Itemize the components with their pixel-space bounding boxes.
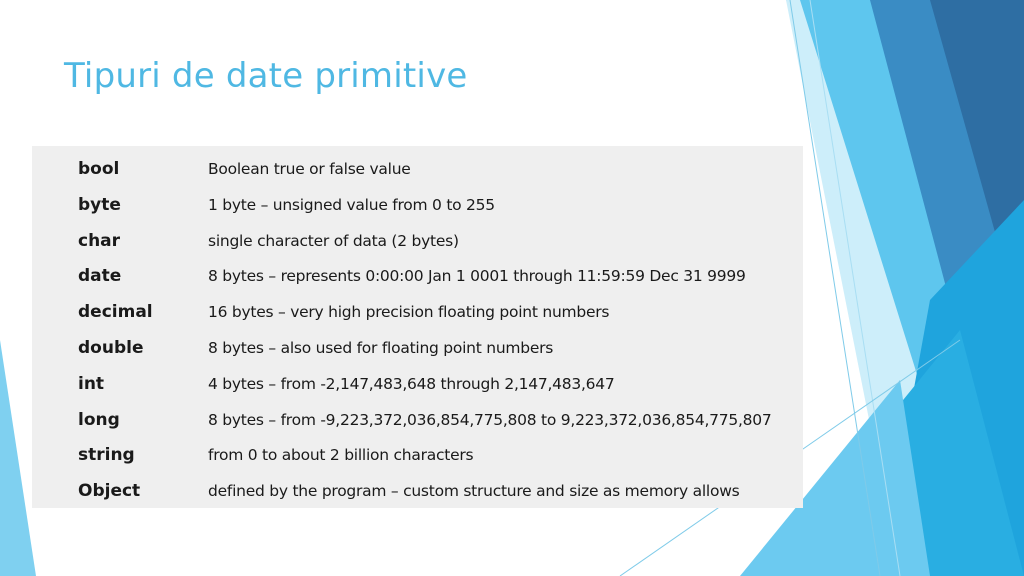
type-name: date <box>78 266 122 287</box>
type-description: 8 bytes – from -9,223,372,036,854,775,808 to 9,223,372,036,854,775,807 <box>208 410 772 429</box>
left-accent-shape <box>0 340 36 576</box>
type-description: defined by the program – custom structure and size as memory allows <box>208 482 740 501</box>
table-row <box>32 473 803 509</box>
table-row <box>32 187 803 223</box>
table-row <box>32 437 803 473</box>
table-row <box>32 294 803 330</box>
table-row <box>32 258 803 294</box>
type-name: decimal <box>78 302 153 323</box>
type-description: Boolean true or false value <box>208 160 411 178</box>
type-name: bool <box>78 159 120 179</box>
type-name: int <box>78 373 105 394</box>
table-row <box>32 402 803 438</box>
type-name: char <box>78 230 121 251</box>
type-description: 4 bytes – from -2,147,483,648 through 2,147,483,647 <box>208 374 615 393</box>
table-row <box>32 330 803 366</box>
table-row <box>32 366 803 402</box>
data-types-table <box>32 146 803 508</box>
type-description: 16 bytes – very high precision floating point numbers <box>208 303 610 322</box>
type-description: 1 byte – unsigned value from 0 to 255 <box>208 195 495 214</box>
slide-title: Tipuri de date primitive <box>64 56 468 96</box>
type-name: byte <box>78 194 121 215</box>
table-row <box>32 151 803 187</box>
type-description: 8 bytes – represents 0:00:00 Jan 1 0001 through 11:59:59 Dec 31 9999 <box>208 267 746 286</box>
type-name: Object <box>78 481 141 502</box>
type-description: 8 bytes – also used for floating point numbers <box>208 338 554 357</box>
table-row <box>32 223 803 259</box>
type-description: single character of data (2 bytes) <box>208 231 459 250</box>
type-name: long <box>78 409 120 430</box>
type-name: string <box>78 445 135 466</box>
type-name: double <box>78 337 144 358</box>
type-description: from 0 to about 2 billion characters <box>208 446 474 465</box>
